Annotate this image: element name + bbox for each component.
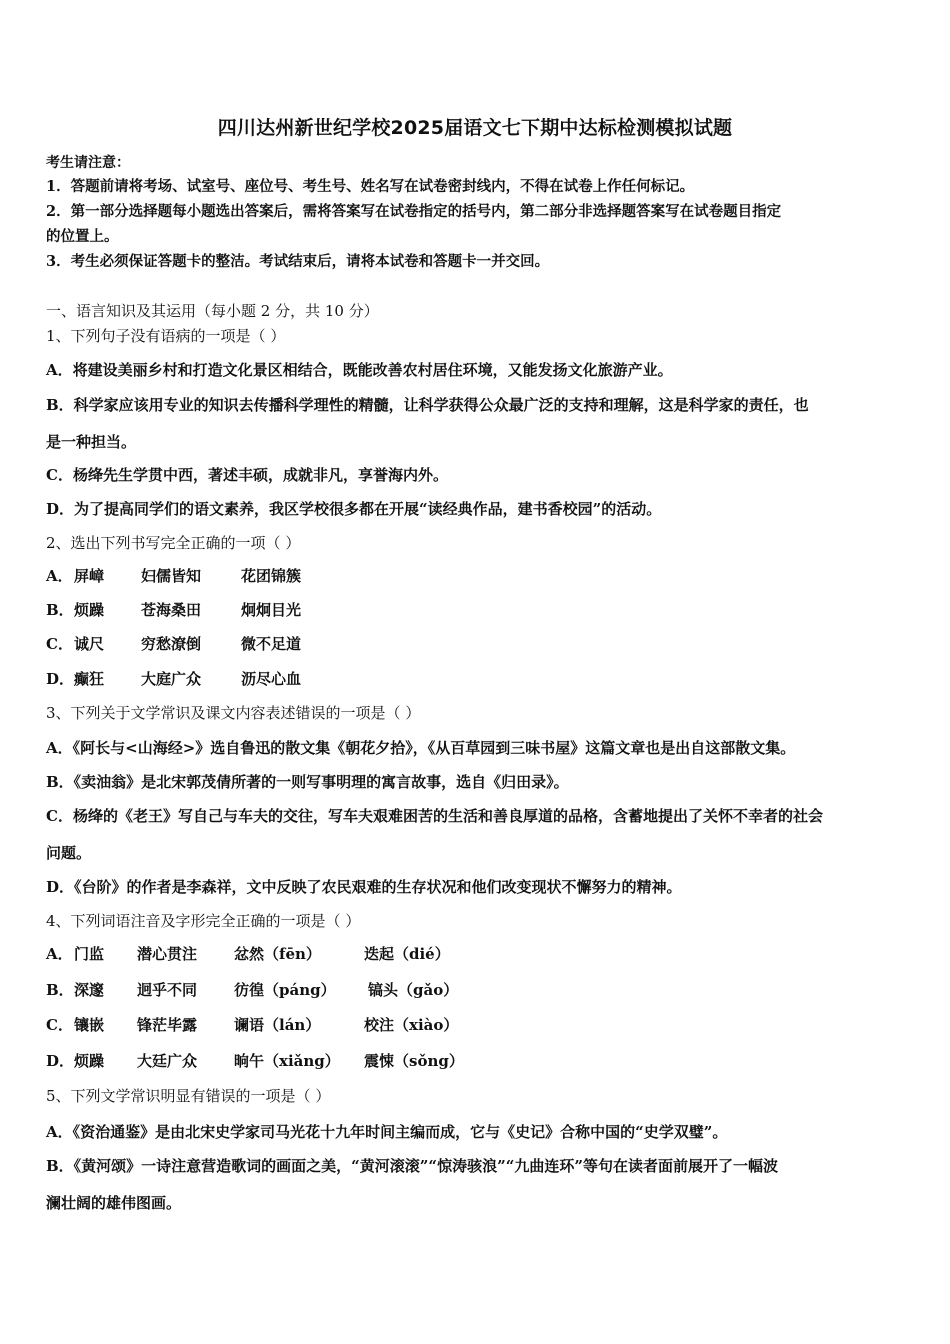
option-word: 彷徨（páng） [234,981,336,999]
option-word: 癫狂 [74,670,105,688]
option-word: 校注（xiào） [364,1016,459,1034]
option-word: 大庭广众 [141,670,202,688]
option-word: 屏嶂 [74,567,105,585]
option-word: 烦躁 [74,601,105,619]
option-word: 诚尺 [74,635,105,653]
question-1-option-c: C．杨绛先生学贯中西，著述丰硕，成就非凡，享誉海内外。 [46,466,448,484]
option-letter: A． [46,945,73,963]
option-letter: B． [46,981,74,999]
option-letter: B． [46,601,74,619]
option-word: 震悚（sǒng） [364,1052,464,1070]
option-letter: A． [46,567,73,585]
option-word: 苍海桑田 [141,601,202,619]
question-3-stem: 3、下列关于文学常识及课文内容表述错误的一项是（ ） [46,704,421,722]
question-5-stem: 5、下列文学常识明显有错误的一项是（ ） [46,1087,331,1105]
section-heading: 一、语言知识及其运用（每小题 2 分，共 10 分） [46,302,379,320]
question-1-stem: 1、下列句子没有语病的一项是（ ） [46,327,286,345]
option-word: 炯炯目光 [241,601,302,619]
question-3-option-d: D．《台阶》的作者是李森祥，文中反映了农民艰难的生存状况和他们改变现状不懈努力的精神。 [46,878,682,896]
question-5-option-a: A．《资治通鉴》是由北宋史学家司马光花十九年时间主编而成，它与《史记》合称中国的“史学双璧”。 [46,1123,728,1141]
option-word: 谰语（lán） [234,1016,321,1034]
question-3-option-c-cont: 问题。 [46,844,92,862]
notice-item: 的位置上。 [46,228,119,245]
question-3-option-b: B．《卖油翁》是北宋郭茂倩所著的一则写事明理的寓言故事，选自《归田录》。 [46,773,569,791]
question-2-stem: 2、选出下列书写完全正确的一项（ ） [46,534,301,552]
option-word: 迥乎不同 [137,981,198,999]
option-letter: C． [46,635,73,653]
option-word: 烦躁 [74,1052,105,1070]
question-1-option-b: B．科学家应该用专业的知识去传播科学理性的精髓，让科学获得公众最广泛的支持和理解，这是科学家的责任，也 [46,396,809,414]
option-word: 沥尽心血 [241,670,302,688]
option-word: 妇儒皆知 [141,567,202,585]
option-word: 花团锦簇 [241,567,302,585]
option-word: 镶嵌 [74,1016,105,1034]
option-word: 镐头（gǎo） [368,981,459,999]
option-letter: C． [46,1016,73,1034]
notice-heading: 考生请注意： [46,155,130,171]
option-word: 门监 [74,945,105,963]
notice-item: 2．第一部分选择题每小题选出答案后，需将答案写在试卷指定的括号内，第二部分非选择题答案写在试卷题目指定 [46,203,782,220]
question-1-option-d: D．为了提高同学们的语文素养，我区学校很多都在开展“读经典作品，建书香校园”的活动。 [46,500,662,518]
question-5-option-b: B．《黄河颂》一诗注意营造歌词的画面之美，“黄河滚滚”“惊涛骇浪”“九曲连环”等句在读者面前展开了一幅波 [46,1157,778,1175]
option-word: 大廷广众 [137,1052,198,1070]
notice-item: 1．答题前请将考场、试室号、座位号、考生号、姓名写在试卷密封线内，不得在试卷上作任何标记。 [46,178,695,195]
option-word: 穷愁潦倒 [141,635,202,653]
option-word: 晌午（xiǎng） [234,1052,340,1070]
page-title: 四川达州新世纪学校2025届语文七下期中达标检测模拟试题 [217,117,733,139]
option-word: 锋茫毕露 [137,1016,198,1034]
option-word: 潜心贯注 [137,945,198,963]
question-1-option-a: A．将建设美丽乡村和打造文化景区相结合，既能改善农村居住环境，又能发扬文化旅游产业。 [46,361,673,379]
question-3-option-c: C．杨绛的《老王》写自己与车夫的交往，写车夫艰难困苦的生活和善良厚道的品格，含蓄地提出了关怀不幸者的社会 [46,807,823,825]
option-letter: D． [46,670,75,688]
option-word: 迭起（dié） [364,945,450,963]
option-word: 深邃 [74,981,105,999]
option-word: 忿然（fēn） [234,945,321,963]
notice-item: 3．考生必须保证答题卡的整洁。考试结束后，请将本试卷和答题卡一并交回。 [46,253,550,270]
option-letter: D． [46,1052,75,1070]
question-3-option-a: A．《阿长与<山海经>》选自鲁迅的散文集《朝花夕拾》，《从百草园到三味书屋》这篇文章也是出自这部散文集。 [46,739,796,757]
question-5-option-b-cont: 澜壮阔的雄伟图画。 [46,1194,182,1212]
option-word: 微不足道 [241,635,302,653]
question-4-stem: 4、下列词语注音及字形完全正确的一项是（ ） [46,912,361,930]
question-1-option-b-cont: 是一种担当。 [46,433,137,451]
